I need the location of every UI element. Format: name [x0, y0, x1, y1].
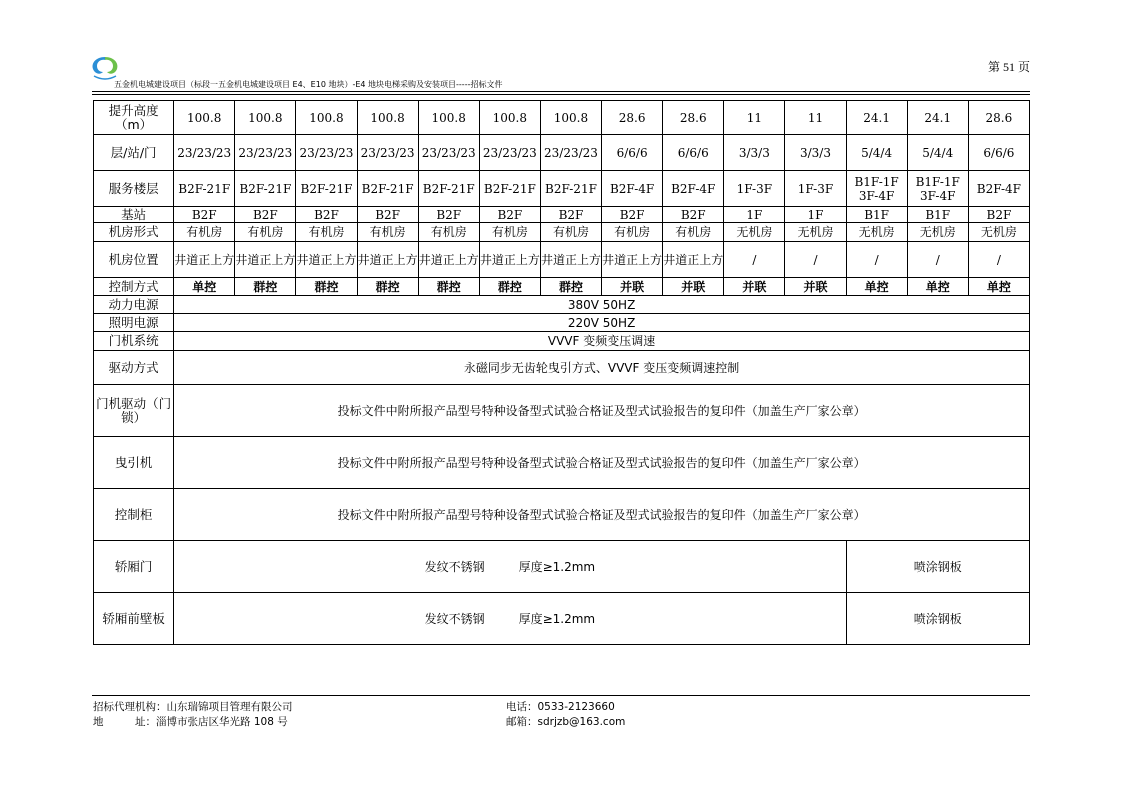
spec-cell: 有机房	[540, 223, 601, 242]
spec-cell: B2F	[296, 207, 357, 223]
spec-cell: /	[846, 242, 907, 278]
spec-cell: 24.1	[846, 101, 907, 135]
spec-cell: 23/23/23	[174, 135, 235, 171]
spec-cell: 群控	[479, 278, 540, 296]
row-label: 控制方式	[94, 278, 174, 296]
spec-cell: 有机房	[479, 223, 540, 242]
footer-divider	[92, 695, 1030, 696]
footer-email: 邮箱：sdrjzb@163.com	[506, 716, 626, 728]
spec-cell: 群控	[540, 278, 601, 296]
spec-cell: 28.6	[663, 101, 724, 135]
spec-cell: B2F-4F	[602, 171, 663, 207]
spec-cell: 群控	[296, 278, 357, 296]
split-spec-row	[94, 593, 1030, 645]
spec-cell: 井道正上方	[235, 242, 296, 278]
spec-cell: B2F-21F	[174, 171, 235, 207]
spec-cell: 无机房	[968, 223, 1029, 242]
spec-row	[94, 207, 1030, 223]
spec-cell: 有机房	[602, 223, 663, 242]
spec-cell: 24.1	[907, 101, 968, 135]
merged-spec-value: 投标文件中附所报产品型号特种设备型式试验合格证及型式试验报告的复印件（加盖生产厂家公章）	[174, 437, 1030, 489]
spec-cell: 并联	[602, 278, 663, 296]
spec-cell: 井道正上方	[540, 242, 601, 278]
spec-cell: 100.8	[174, 101, 235, 135]
spec-cell: 100.8	[357, 101, 418, 135]
merged-spec-value: 投标文件中附所报产品型号特种设备型式试验合格证及型式试验报告的复印件（加盖生产厂家公章）	[174, 489, 1030, 541]
spec-cell: 有机房	[174, 223, 235, 242]
spec-cell: 28.6	[602, 101, 663, 135]
merged-spec-value: 380V 50HZ	[174, 296, 1030, 314]
merged-spec-row	[94, 385, 1030, 437]
alt-material-cell: 喷涂钢板	[846, 541, 1029, 593]
spec-cell: 1F-3F	[724, 171, 785, 207]
material-text: 发纹不锈钢	[424, 559, 485, 574]
row-label: 控制柜	[94, 489, 174, 541]
spec-cell: 23/23/23	[296, 135, 357, 171]
spec-cell: 无机房	[907, 223, 968, 242]
spec-cell: B2F	[235, 207, 296, 223]
spec-cell: 100.8	[479, 101, 540, 135]
spec-cell: 100.8	[418, 101, 479, 135]
spec-cell: 有机房	[235, 223, 296, 242]
spec-cell: 6/6/6	[663, 135, 724, 171]
spec-row	[94, 101, 1030, 135]
spec-cell: /	[968, 242, 1029, 278]
footer-address: 地 址：淄博市张店区华光路 108 号	[93, 716, 288, 728]
row-label: 层/站/门	[94, 135, 174, 171]
row-label: 轿厢前壁板	[94, 593, 174, 645]
spec-cell: B2F-21F	[540, 171, 601, 207]
spec-cell: 1F	[724, 207, 785, 223]
spec-cell: 单控	[846, 278, 907, 296]
spec-cell: 有机房	[357, 223, 418, 242]
spec-cell: B2F-21F	[235, 171, 296, 207]
spec-row	[94, 171, 1030, 207]
spec-cell: B1F	[907, 207, 968, 223]
spec-cell: /	[724, 242, 785, 278]
merged-spec-value: 220V 50HZ	[174, 314, 1030, 332]
spec-cell: 并联	[785, 278, 846, 296]
spec-cell: 井道正上方	[357, 242, 418, 278]
spec-cell: 23/23/23	[418, 135, 479, 171]
row-label: 门机驱动（门锁）	[94, 385, 174, 437]
spec-cell: B1F	[846, 207, 907, 223]
spec-cell: B2F-21F	[418, 171, 479, 207]
spec-cell: 3/3/3	[724, 135, 785, 171]
spec-cell: 单控	[907, 278, 968, 296]
spec-row	[94, 242, 1030, 278]
spec-cell: B2F-21F	[479, 171, 540, 207]
spec-cell: 井道正上方	[602, 242, 663, 278]
merged-spec-row	[94, 351, 1030, 385]
spec-cell: B2F	[479, 207, 540, 223]
spec-cell: 井道正上方	[418, 242, 479, 278]
merged-spec-row	[94, 489, 1030, 541]
spec-cell: 群控	[235, 278, 296, 296]
spec-cell: /	[785, 242, 846, 278]
spec-cell: 有机房	[663, 223, 724, 242]
spec-cell: 11	[724, 101, 785, 135]
spec-cell: B2F	[602, 207, 663, 223]
spec-cell: 并联	[724, 278, 785, 296]
spec-cell: B2F-21F	[357, 171, 418, 207]
spec-row	[94, 135, 1030, 171]
material-cell	[174, 541, 846, 593]
footer-agency: 招标代理机构：山东瑞锦项目管理有限公司	[93, 701, 293, 713]
spec-cell: 100.8	[540, 101, 601, 135]
spec-cell: 无机房	[785, 223, 846, 242]
spec-cell: 单控	[174, 278, 235, 296]
spec-cell: 23/23/23	[479, 135, 540, 171]
page-number: 第 51 页	[987, 60, 1030, 74]
spec-cell: 100.8	[235, 101, 296, 135]
row-label: 提升高度（m）	[94, 101, 174, 135]
spec-cell: 23/23/23	[540, 135, 601, 171]
spec-cell: B2F	[663, 207, 724, 223]
spec-cell: B1F-1F 3F-4F	[846, 171, 907, 207]
row-label: 轿厢门	[94, 541, 174, 593]
merged-spec-row	[94, 332, 1030, 351]
spec-cell: 并联	[663, 278, 724, 296]
header-divider-thin	[92, 94, 1030, 95]
header-divider	[92, 91, 1030, 92]
footer-phone: 电话：0533-2123660	[506, 701, 615, 713]
alt-material-cell: 喷涂钢板	[846, 593, 1029, 645]
merged-spec-value: 永磁同步无齿轮曳引方式、VVVF 变压变频调速控制	[174, 351, 1030, 385]
spec-cell: 23/23/23	[235, 135, 296, 171]
spec-cell: 有机房	[418, 223, 479, 242]
spec-cell: B2F-4F	[968, 171, 1029, 207]
row-label: 门机系统	[94, 332, 174, 351]
spec-cell: B2F	[418, 207, 479, 223]
spec-cell: 群控	[357, 278, 418, 296]
spec-cell: 28.6	[968, 101, 1029, 135]
spec-row	[94, 223, 1030, 242]
merged-spec-value: VVVF 变频变压调速	[174, 332, 1030, 351]
spec-row	[94, 278, 1030, 296]
spec-cell: B1F-1F 3F-4F	[907, 171, 968, 207]
spec-cell: 6/6/6	[602, 135, 663, 171]
row-label: 服务楼层	[94, 171, 174, 207]
spec-cell: 井道正上方	[296, 242, 357, 278]
spec-cell: 1F-3F	[785, 171, 846, 207]
spec-cell: 群控	[418, 278, 479, 296]
spec-cell: B2F	[540, 207, 601, 223]
material-cell	[174, 593, 846, 645]
row-label: 照明电源	[94, 314, 174, 332]
material-text: 发纹不锈钢	[424, 611, 485, 626]
spec-cell: 无机房	[724, 223, 785, 242]
row-label: 机房位置	[94, 242, 174, 278]
spec-cell: 5/4/4	[846, 135, 907, 171]
spec-cell: /	[907, 242, 968, 278]
spec-cell: 无机房	[846, 223, 907, 242]
spec-cell: B2F	[968, 207, 1029, 223]
spec-cell: 100.8	[296, 101, 357, 135]
elevator-spec-table	[93, 100, 1030, 645]
document-header-title: 五金机电城建设项目（标段一五金机电城建设项目 E4、E10 地块）-E4 地块电梯采购及安装项目-----招标文件	[114, 80, 503, 89]
spec-cell: 井道正上方	[174, 242, 235, 278]
spec-cell: 23/23/23	[357, 135, 418, 171]
row-label: 驱动方式	[94, 351, 174, 385]
spec-cell: B2F	[174, 207, 235, 223]
spec-cell: 井道正上方	[663, 242, 724, 278]
spec-cell: B2F	[357, 207, 418, 223]
row-label: 基站	[94, 207, 174, 223]
thickness-text: 厚度≥1.2mm	[518, 559, 596, 574]
merged-spec-row	[94, 296, 1030, 314]
merged-spec-value: 投标文件中附所报产品型号特种设备型式试验合格证及型式试验报告的复印件（加盖生产厂家公章）	[174, 385, 1030, 437]
spec-cell: 井道正上方	[479, 242, 540, 278]
spec-cell: 有机房	[296, 223, 357, 242]
spec-cell: 6/6/6	[968, 135, 1029, 171]
merged-spec-row	[94, 437, 1030, 489]
spec-cell: 1F	[785, 207, 846, 223]
row-label: 动力电源	[94, 296, 174, 314]
split-spec-row	[94, 541, 1030, 593]
row-label: 曳引机	[94, 437, 174, 489]
spec-cell: B2F-21F	[296, 171, 357, 207]
spec-cell: 11	[785, 101, 846, 135]
row-label: 机房形式	[94, 223, 174, 242]
merged-spec-row	[94, 314, 1030, 332]
spec-cell: 单控	[968, 278, 1029, 296]
spec-cell: 5/4/4	[907, 135, 968, 171]
spec-cell: 3/3/3	[785, 135, 846, 171]
spec-cell: B2F-4F	[663, 171, 724, 207]
thickness-text: 厚度≥1.2mm	[518, 611, 596, 626]
